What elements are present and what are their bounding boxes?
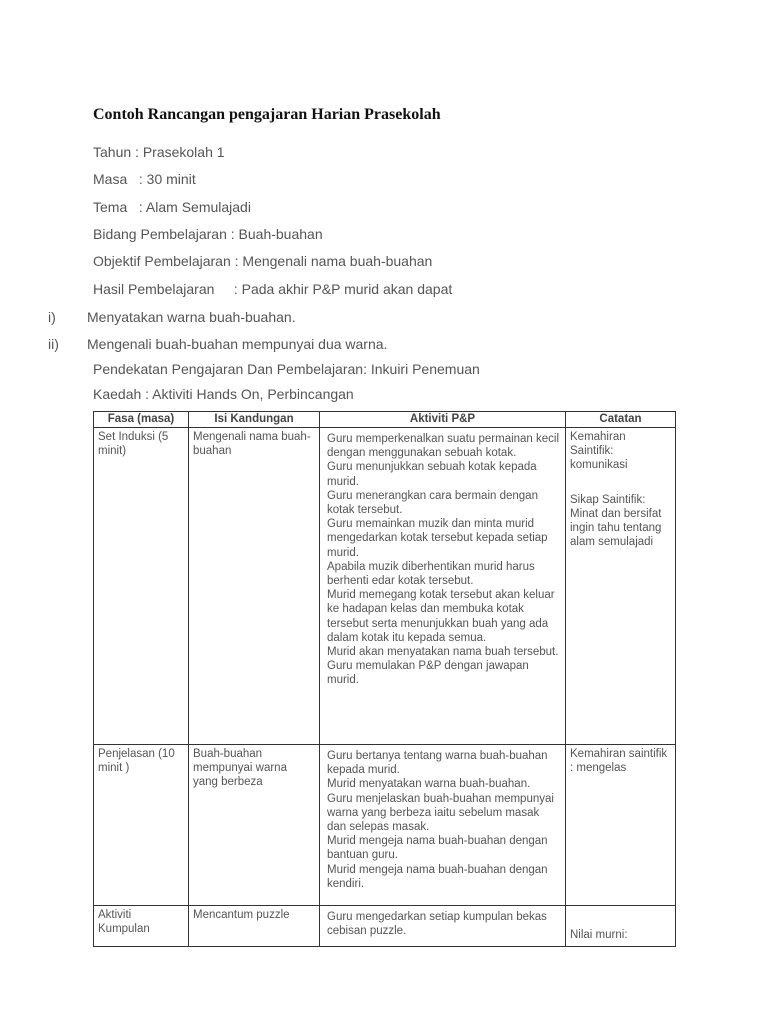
note-text: Nilai murni: <box>570 929 628 941</box>
page-title: Contoh Rancangan pengajaran Harian Prasekolah <box>93 106 441 123</box>
info-kaedah: Kaedah : Aktiviti Hands On, Perbincangan <box>93 386 354 402</box>
cell-catatan <box>566 906 676 947</box>
activity-line: Apabila muzik diberhentikan murid harus berhenti edar kotak tersebut. <box>327 560 535 588</box>
cell-aktiviti <box>320 906 566 947</box>
info-tahun: Tahun : Prasekolah 1 <box>93 144 225 160</box>
header-fasa: Fasa (masa) <box>94 412 189 428</box>
cell-fasa: Aktiviti Kumpulan <box>94 906 189 947</box>
activity-line: Guru bertanya tentang warna buah-buahan kepada murid. <box>327 750 548 777</box>
activity-line: Murid memegang kotak tersebut akan keluar ke hadapan kelas dan membuka kotak tersebut serta menunjukkan buah yang ada dalam kotak itu kepada semua. <box>327 589 555 644</box>
cell-isi: Mengenali nama buah-buahan <box>189 428 320 745</box>
activity-line: Guru memulakan P&P dengan jawapan murid. <box>327 660 529 687</box>
activity-line: Guru memainkan muzik dan minta murid mengedarkan kotak tersebut kepada setiap murid. <box>327 518 548 559</box>
cell-fasa: Penjelasan (10 minit ) <box>94 745 189 906</box>
info-tema: Tema : Alam Semulajadi <box>93 199 251 215</box>
note-text: Kemahiran saintifik : mengelas <box>570 748 668 775</box>
table-row <box>94 745 676 906</box>
header-aktiviti: Aktiviti P&P <box>320 412 566 428</box>
header-isi: Isi Kandungan <box>189 412 320 428</box>
activity-line: Murid mengeja nama buah-buahan dengan bantuan guru. <box>327 835 548 862</box>
activity-line: Guru menjelaskan buah-buahan mempunyai warna yang berbeza iaitu sebelum masak dan selepas masak. <box>327 792 554 834</box>
cell-isi: Mencantum puzzle <box>189 906 320 947</box>
cell-isi: Buah-buahan mempunyai warna yang berbeza <box>189 745 320 906</box>
cell-aktiviti <box>320 428 566 745</box>
cell-fasa: Set Induksi (5 minit) <box>94 428 189 745</box>
activity-line: Guru memperkenalkan suatu permainan kecil dengan menggunakan sebuah kotak. <box>327 433 560 460</box>
outcome-number: ii) <box>48 336 59 352</box>
table-row <box>94 906 676 947</box>
info-masa: Masa : 30 minit <box>93 171 196 187</box>
outcome-text: Mengenali buah-buahan mempunyai dua warna. <box>87 336 388 352</box>
activity-line: Guru menunjukkan sebuah kotak kepada murid. <box>327 461 537 488</box>
info-objektif: Objektif Pembelajaran : Mengenali nama buah-buahan <box>93 253 433 269</box>
cell-aktiviti <box>320 745 566 906</box>
activity-line: Guru menerangkan cara bermain dengan kotak tersebut. <box>327 489 538 517</box>
cell-catatan <box>566 745 676 906</box>
info-pendekatan: Pendekatan Pengajaran Dan Pembelajaran: Inkuiri Penemuan <box>93 361 480 377</box>
note-text: Kemahiran Saintifik: komunikasi <box>570 431 628 472</box>
table-header-row <box>94 412 676 428</box>
outcome-text: Menyatakan warna buah-buahan. <box>87 309 296 325</box>
activity-line: Murid akan menyatakan nama buah tersebut. <box>327 646 559 659</box>
cell-catatan <box>566 428 676 745</box>
activity-line: Guru mengedarkan setiap kumpulan bekas cebisan puzzle. <box>327 911 547 938</box>
header-catatan: Catatan <box>566 412 676 428</box>
info-bidang: Bidang Pembelajaran : Buah-buahan <box>93 226 323 242</box>
info-hasil: Hasil Pembelajaran : Pada akhir P&P murid akan dapat <box>93 281 453 297</box>
activity-line: Murid menyatakan warna buah-buahan. <box>327 778 531 791</box>
table-row <box>94 428 676 745</box>
activity-line: Murid mengeja nama buah-buahan dengan kendiri. <box>327 863 548 890</box>
outcome-number: i) <box>48 309 56 325</box>
note-text: Sikap Saintifik: Minat dan bersifat ingin tahu tentang alam semulajadi <box>570 493 662 549</box>
lesson-plan-table <box>93 411 676 947</box>
